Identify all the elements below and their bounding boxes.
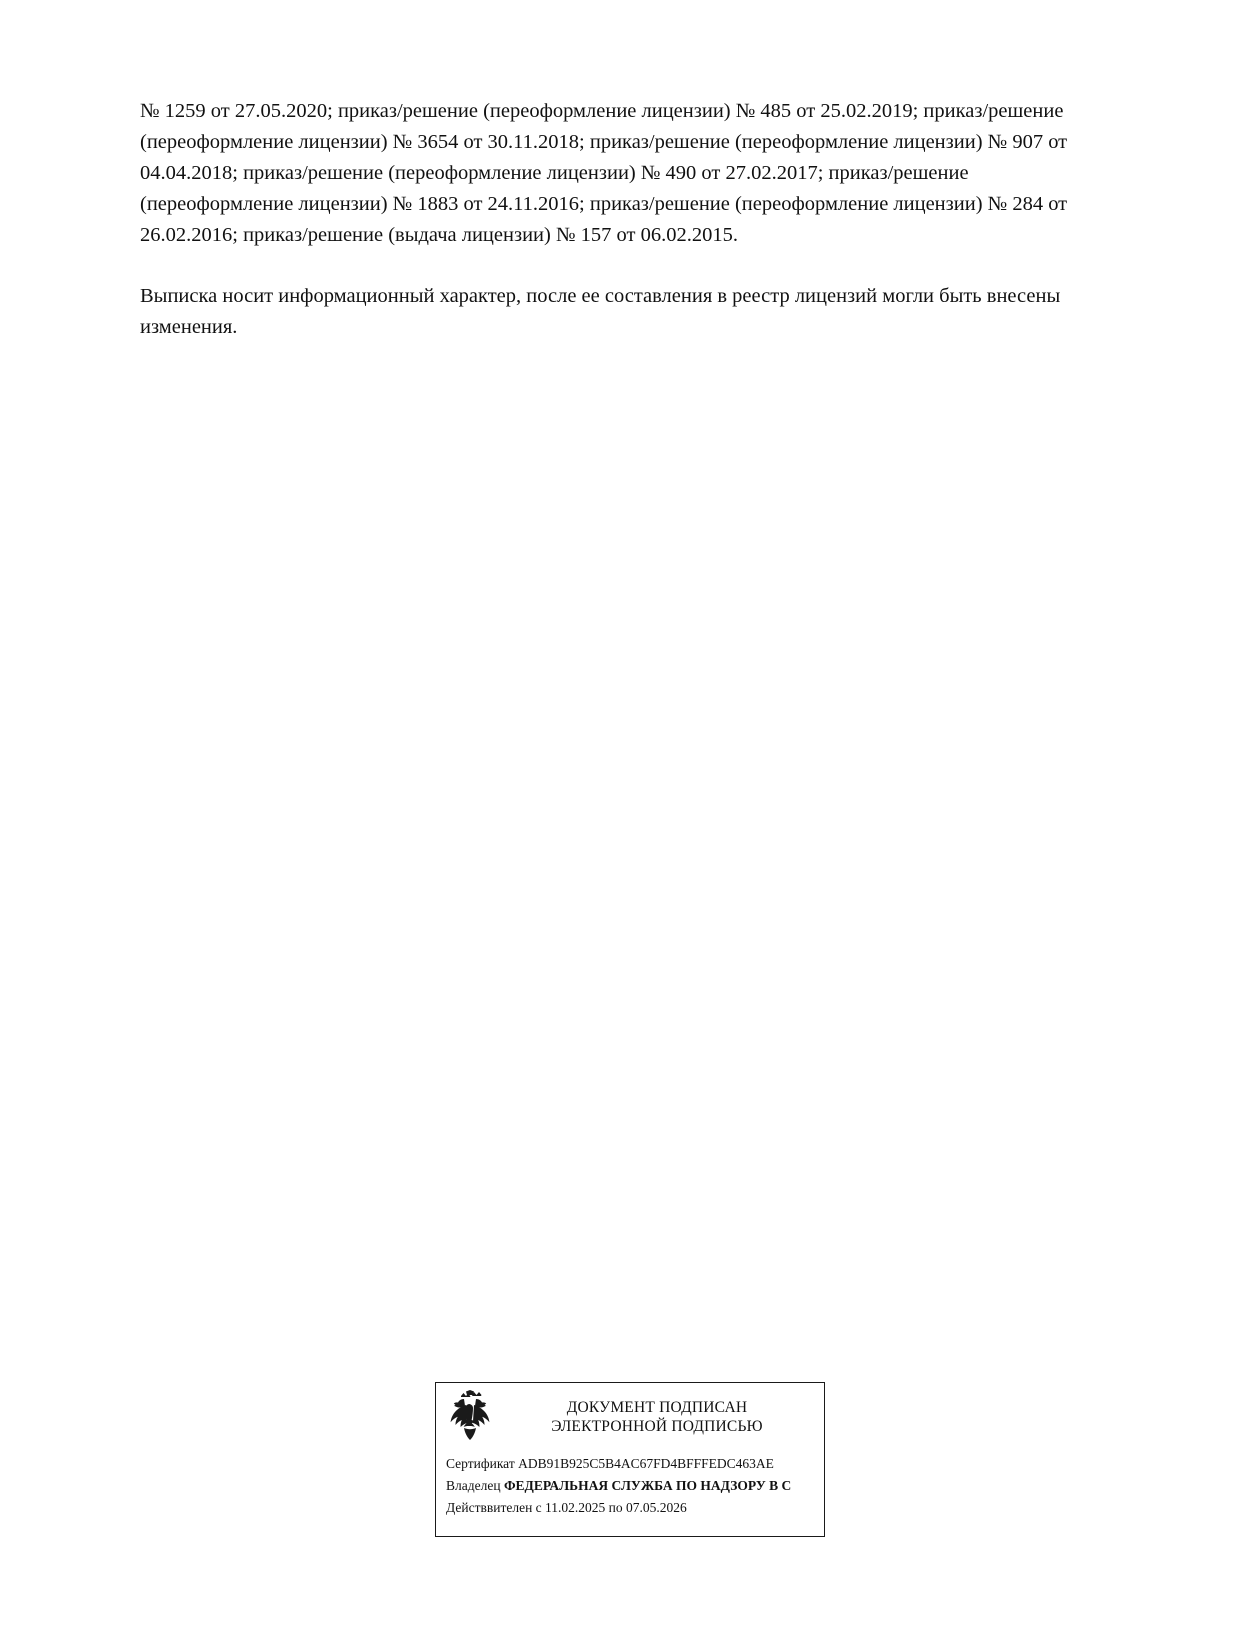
stamp-owner-value: ФЕДЕРАЛЬНАЯ СЛУЖБА ПО НАДЗОРУ В С (503, 1478, 792, 1493)
stamp-validity-line (446, 1497, 824, 1519)
stamp-valid-label: Действвителен с (446, 1500, 542, 1515)
stamp-valid-to-label: по (608, 1500, 623, 1515)
paragraph-disclaimer: Выписка носит информационный характер, после ее составления в реестр лицензий могли быть внесены изменения. (140, 285, 1061, 338)
stamp-header (436, 1383, 824, 1445)
double-headed-eagle-emblem (444, 1390, 496, 1444)
stamp-title (502, 1398, 818, 1436)
stamp-details (436, 1445, 824, 1519)
stamp-valid-from: 11.02.2025 (545, 1500, 606, 1515)
stamp-certificate-line (446, 1453, 824, 1475)
electronic-signature-stamp (435, 1382, 825, 1537)
stamp-title-line-2: ЭЛЕКТРОННОЙ ПОДПИСЬЮ (551, 1418, 763, 1435)
stamp-owner-label: Владелец (446, 1478, 501, 1493)
stamp-certificate-value: ADB91B925C5B4AC67FD4BFFFEDC463AE (518, 1456, 774, 1471)
stamp-title-line-1: ДОКУМЕНТ ПОДПИСАН (566, 1399, 748, 1416)
stamp-certificate-label: Сертификат (446, 1456, 515, 1471)
stamp-owner-line (446, 1475, 824, 1497)
document-body (140, 96, 1100, 343)
stamp-valid-to: 07.05.2026 (626, 1500, 687, 1515)
paragraph-license-orders: № 1259 от 27.05.2020; приказ/решение (переоформление лицензии) № 485 от 25.02.2019; приказ/решение (переоформление лицензии) № 3654 от 30.11.2018; приказ/решение (переоформление лицензии) № 907 от 04.04.2018; приказ/решение (переоформление лицензии) № 490 от 27.02.2017; приказ/решение (переоформление лицензии) № 1883 от 24.11.2016; приказ/решение (переоформление лицензии) № 284 от 26.02.2016; приказ/решение (выдача лицензии) № 157 от 06.02.2015. (140, 100, 1068, 246)
